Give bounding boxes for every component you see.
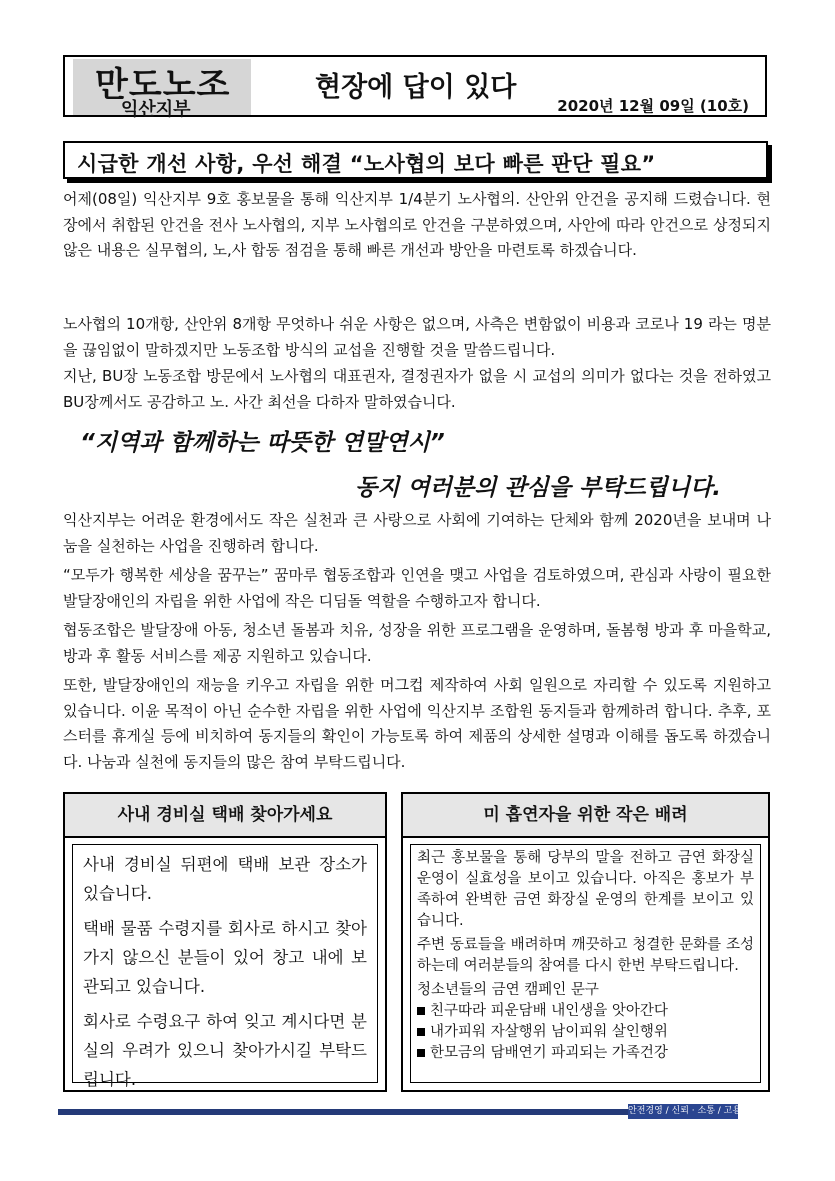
paragraph-top-2: 노사협의 10개항, 산안위 8개항 무엇하나 쉬운 사항은 없으며, 사측은 변함없이 비용과 코로나 19 라는 명분을 끊임없이 말하겠지만 노동조합 방식의 교섭을 진행할 것을 말씀드립니다. [63, 315, 771, 359]
issue-date: 2020년 12월 09일 (10호) [557, 97, 749, 115]
campaign-item-text: 친구따라 피운담배 내인생을 앗아간다 [430, 1003, 668, 1019]
union-name: 만도노조 [95, 65, 231, 105]
brand-block [73, 59, 251, 120]
parcel-notice-title: 사내 경비실 택배 찾아가세요 [117, 805, 333, 825]
slogan: 현장에 답이 있다 [315, 72, 517, 103]
square-bullet-icon [417, 1028, 425, 1036]
campaign-title: 청소년들의 금연 캠페인 문구 [417, 982, 599, 998]
headline-box [63, 141, 768, 179]
campaign-item-text: 내가피워 자살행위 남이피워 살인행위 [430, 1024, 668, 1040]
footer-badge: 안전경영 / 신뢰 · 소통 / 고용안정 [628, 1104, 738, 1119]
smoking-notice-text-2: 주변 동료들을 배려하며 깨끗하고 청결한 문화를 조성하는데 여러분들의 참여를 다시 한번 부탁드립니다. [417, 937, 754, 974]
square-bullet-icon [417, 1007, 425, 1015]
subheading-1: “지역과 함께하는 따뜻한 연말연시” [80, 430, 445, 456]
parcel-notice-text-3: 회사로 수령요구 하여 잊고 계시다면 분실의 우려가 있으니 찾아가시길 부탁드립니다. [83, 1012, 367, 1089]
paragraph-top-3: 지난, BU장 노동조합 방문에서 노사협의 대표권자, 결정권자가 없을 시 교섭의 의미가 없다는 것을 전하였고 BU장께서도 공감하고 노. 사간 최선을 다하자 말하였습니다. [63, 367, 771, 411]
masthead [63, 55, 767, 120]
campaign-item [417, 1022, 754, 1043]
parcel-notice-header [65, 794, 385, 838]
subheading-2: 동지 여러분의 관심을 부탁드립니다. [355, 475, 722, 501]
headline: 시급한 개선 사항, 우선 해결 “노사협의 보다 빠른 판단 필요” [77, 152, 656, 176]
campaign-list [417, 1001, 754, 1064]
parcel-notice-text-2: 택배 물품 수령지를 회사로 하시고 찾아가지 않으신 분들이 있어 창고 내에 보관되고 있습니다. [83, 919, 367, 996]
smoking-notice-title: 미 흡연자을 위한 작은 배려 [483, 805, 688, 825]
paragraph-bottom-3: 협동조합은 발달장애 아동, 청소년 돌봄과 치유, 성장을 위한 프로그램을 운영하며, 돌봄형 방과 후 마을학교, 방과 후 활동 서비스를 제공 지원하고 있습니다. [63, 621, 771, 665]
branch-name: 익산지부 [121, 99, 191, 120]
paragraph-top-1: 어제(08일) 익산지부 9호 홍보물을 통해 익산지부 1/4분기 노사협의. 산안위 안건을 공지해 드렸습니다. 현장에서 취합된 안건을 전사 노사협의, 지부 노사협의로 안건을 구분하였으며, 사안에 따라 안건으로 상정되지 않은 내용은 실무협의, 노,사 합동 점검을 통해 빠른 개선과 방안을 마련토록 하겠습니다. [63, 190, 771, 259]
parcel-notice-text-1: 사내 경비실 뒤편에 택배 보관 장소가 있습니다. [83, 855, 367, 903]
paragraph-bottom-1: 익산지부는 어려운 환경에서도 작은 실천과 큰 사랑으로 사회에 기여하는 단체와 함께 2020년을 보내며 나눔을 실천하는 사업을 진행하려 합니다. [63, 511, 771, 555]
parcel-notice-box [63, 792, 387, 1092]
smoking-notice-body [410, 844, 761, 1083]
campaign-item-text: 한모금의 담배연기 파괴되는 가족건강 [430, 1045, 668, 1061]
campaign-item [417, 1001, 754, 1022]
paragraph-bottom-4: 또한, 발달장애인의 재능을 키우고 자립을 위한 머그컵 제작하여 사회 일원으로 자리할 수 있도록 지원하고 있습니다. 이윤 목적이 아닌 순수한 자립을 위한 사업에 익산지부 조합원 동지들과 함께하려 합니다. 추후, 포스터를 휴게실 등에 비치하여 동지들의 확인이 가능토록 하여 제품의 상세한 설명과 이해를 돕도록 하겠습니다. 나눔과 실천에 동지들의 많은 참여 부탁드립니다. [63, 676, 771, 771]
parcel-notice-body [72, 844, 378, 1089]
campaign-item [417, 1043, 754, 1064]
smoking-notice-header [403, 794, 768, 838]
paragraph-bottom-2: “모두가 행복한 세상을 꿈꾸는” 꿈마루 협동조합과 인연을 맺고 사업을 검토하였으며, 관심과 사랑이 필요한 발달장애인의 자립을 위한 사업에 작은 디딤돌 역할을 수행하고자 합니다. [63, 566, 771, 610]
smoking-notice-box [401, 792, 770, 1092]
smoking-notice-text-1: 최근 홍보물을 통해 당부의 말을 전하고 금연 화장실 운영이 실효성을 보이고 있습니다. 아직은 홍보가 부족하여 완벽한 금연 화장실 운영의 한계를 보이고 있습니다. [417, 850, 754, 929]
square-bullet-icon [417, 1049, 425, 1057]
